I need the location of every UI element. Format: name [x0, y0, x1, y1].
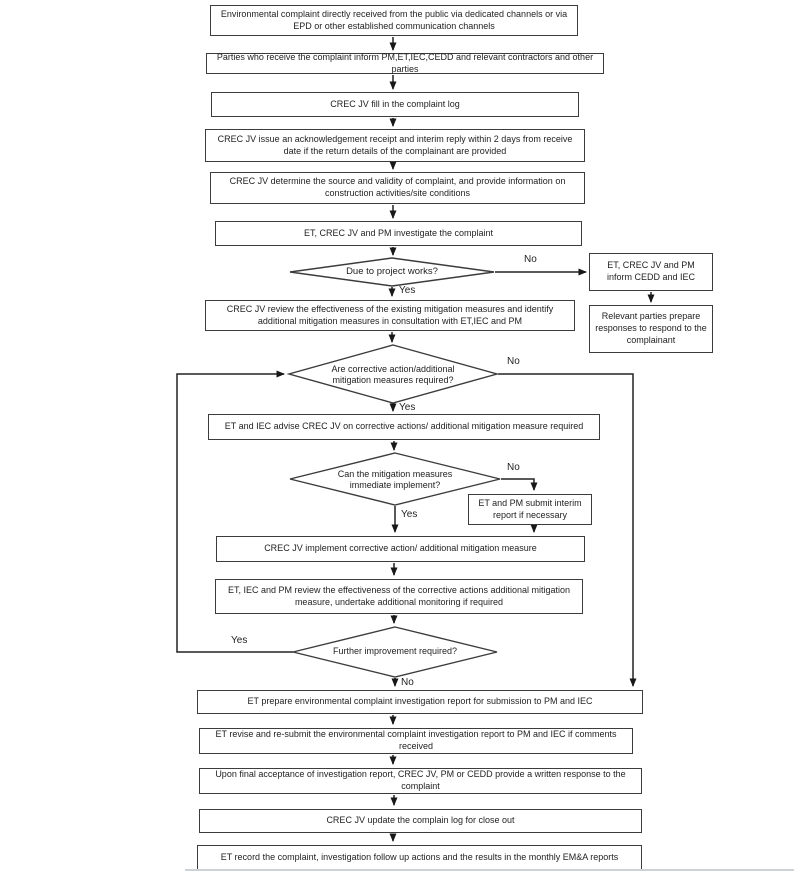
node-complaint-received: Environmental complaint directly received from the public via dedicated channels or via EPD or other established communication channels — [210, 5, 578, 36]
decision-immediate-implement-label: Can the mitigation measures immediate implement? — [337, 468, 453, 490]
node-written-response: Upon final acceptance of investigation report, CREC JV, PM or CEDD provide a written response to the complaint — [199, 768, 642, 794]
node-determine-source-validity: CREC JV determine the source and validity of complaint, and provide information on construction activities/site conditions — [210, 172, 585, 204]
decision-further-improvement-label: Further improvement required? — [332, 646, 458, 657]
node-update-complaint-log: CREC JV update the complain log for close out — [199, 809, 642, 833]
edge-label-d1-yes: Yes — [399, 285, 416, 296]
node-advise-corrective-actions: ET and IEC advise CREC JV on corrective actions/ additional mitigation measure required — [208, 414, 600, 440]
decision-due-to-project-works-label: Due to project works? — [346, 266, 438, 278]
edge-label-d2-yes: Yes — [399, 402, 416, 413]
node-revise-resubmit-report: ET revise and re-submit the environmental complaint investigation report to PM and IEC if comments received — [199, 728, 633, 754]
node-parties-inform: Parties who receive the complaint inform PM,ET,IEC,CEDD and relevant contractors and other parties — [206, 53, 604, 74]
node-prepare-responses: Relevant parties prepare responses to respond to the complainant — [589, 305, 713, 353]
node-acknowledgement-receipt: CREC JV issue an acknowledgement receipt and interim reply within 2 days from receive date if the return details of the complainant are provided — [205, 129, 585, 162]
decision-corrective-action-required-label: Are corrective action/additional mitigation measures required? — [331, 363, 455, 385]
node-review-effectiveness: ET, IEC and PM review the effectiveness of the corrective actions additional mitigation measure, undertake additional monitoring if required — [215, 579, 583, 614]
node-record-in-ema-reports: ET record the complaint, investigation follow up actions and the results in the monthly EM&A reports — [197, 845, 642, 870]
node-fill-complaint-log: CREC JV fill in the complaint log — [211, 92, 579, 117]
node-review-mitigation-measures: CREC JV review the effectiveness of the existing mitigation measures and identify additional mitigation measures in consultation with ET,IEC and PM — [205, 300, 575, 331]
page-bottom-rule — [185, 869, 794, 871]
node-implement-corrective-action: CREC JV implement corrective action/ additional mitigation measure — [216, 536, 585, 562]
edge-label-d4-no: No — [401, 677, 414, 688]
edge-label-d1-no: No — [524, 254, 537, 265]
edge-d3-no-r3 — [501, 479, 534, 490]
node-prepare-investigation-report: ET prepare environmental complaint investigation report for submission to PM and IEC — [197, 690, 643, 714]
edge-label-d3-yes: Yes — [401, 509, 418, 520]
node-inform-cedd-iec: ET, CREC JV and PM inform CEDD and IEC — [589, 253, 713, 291]
edge-label-d3-no: No — [507, 462, 520, 473]
node-investigate-complaint: ET, CREC JV and PM investigate the complaint — [215, 221, 582, 246]
node-interim-report: ET and PM submit interim report if necessary — [468, 494, 592, 525]
edge-label-d2-no: No — [507, 356, 520, 367]
edge-label-d4-yes: Yes — [231, 635, 248, 646]
